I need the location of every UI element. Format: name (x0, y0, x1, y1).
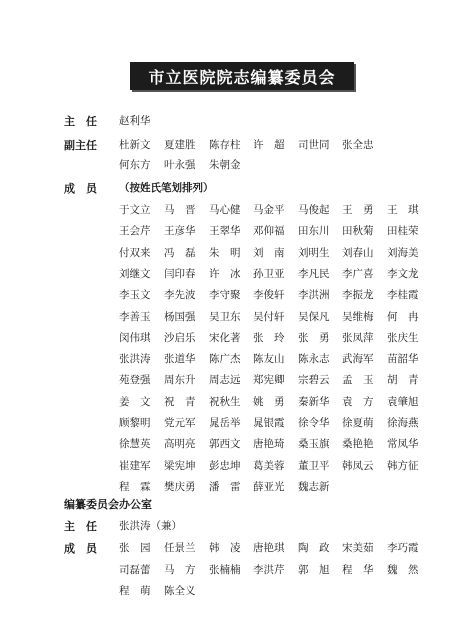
person-name: 魏志新 (298, 480, 330, 493)
person-name: 李巧霞 (387, 542, 419, 554)
person-name: 李玉文 (119, 289, 151, 302)
person-name: 孙卫亚 (253, 267, 285, 280)
person-name: 姜 文 (119, 395, 151, 408)
person-name: 苑登强 (119, 374, 151, 387)
director-label: 主 任 (64, 115, 97, 128)
person-name: 何东方 (119, 159, 151, 171)
person-name: 常凤华 (387, 438, 419, 451)
person-name: 唐艳琪 (253, 542, 285, 554)
person-name: 邓仰福 (253, 225, 285, 238)
member-note: （按姓氏笔划排列） (119, 182, 214, 194)
person-name: 宋美茹 (342, 542, 374, 554)
person-name: 桑玉旗 (298, 438, 330, 451)
office-director-label: 主 任 (64, 520, 97, 533)
person-name: 董卫平 (298, 459, 330, 472)
person-name: 陈永志 (298, 353, 330, 366)
page-title: 市立医院院志编纂委员会 (130, 62, 354, 90)
person-name: 李广喜 (342, 267, 374, 280)
person-name: 马 晋 (164, 204, 196, 216)
person-name: 秦新华 (298, 395, 330, 408)
person-name: 周东升 (164, 374, 196, 387)
person-name: 李洪洲 (298, 289, 330, 302)
person-name: 周志远 (209, 374, 241, 387)
person-name: 宗碧云 (298, 374, 330, 387)
person-name: 陈存柱 (209, 139, 241, 151)
person-name: 徐海燕 (387, 417, 419, 429)
person-name: 李凡民 (298, 267, 330, 280)
person-name: 李振龙 (342, 289, 374, 302)
person-name: 袁 方 (342, 395, 374, 408)
person-name: 梁宪坤 (164, 459, 196, 472)
person-name: 晁银霞 (253, 417, 285, 429)
person-name: 刘继文 (119, 267, 151, 280)
person-name: 刘海美 (387, 246, 419, 259)
person-name: 闫印春 (164, 267, 196, 280)
person-name: 张全忠 (342, 139, 374, 151)
person-name: 祝 青 (164, 395, 196, 408)
person-name: 陈友山 (253, 353, 285, 366)
person-name: 刘 南 (253, 246, 285, 259)
person-name: 徐令华 (298, 417, 330, 429)
person-name: 李先波 (164, 289, 196, 302)
person-name: 桑艳艳 (342, 438, 374, 451)
person-name: 于文立 (119, 204, 151, 216)
person-name: 党元军 (164, 417, 196, 429)
person-name: 葛美蓉 (253, 459, 285, 472)
person-name: 徐夏萌 (342, 417, 374, 429)
person-name: 马金平 (253, 204, 285, 216)
person-name: 王彦华 (164, 225, 196, 238)
person-name: 张 勇 (298, 331, 330, 344)
person-name: 苗韶华 (387, 353, 419, 366)
person-name: 薛亚光 (253, 480, 285, 493)
person-name: 张 园 (119, 542, 151, 554)
person-name: 马俊起 (298, 204, 330, 216)
deputy-label: 副主任 (64, 139, 97, 152)
person-name: 郭西文 (209, 438, 241, 451)
person-name: 付双来 (119, 246, 151, 259)
person-name: 程 霖 (119, 480, 151, 493)
person-name: 王 勇 (342, 204, 374, 216)
person-name: 夏建胜 (164, 139, 196, 151)
person-name: 武海军 (342, 353, 374, 366)
person-name: 程 萌 (119, 585, 151, 597)
person-name: 朱 明 (209, 246, 241, 259)
person-name: 李善玉 (119, 310, 151, 323)
person-name: 叶永强 (164, 159, 196, 171)
person-name: 陶 政 (298, 542, 330, 554)
office-member-label: 成 员 (64, 542, 97, 555)
person-name: 王翠华 (209, 225, 241, 238)
person-name: 马心健 (209, 204, 241, 216)
person-name: 潘 雷 (209, 480, 241, 493)
person-name: 徐慧英 (119, 438, 151, 451)
person-name: 司世同 (298, 139, 330, 151)
member-label: 成 员 (64, 182, 97, 195)
person-name: 何 冉 (387, 310, 419, 323)
person-name: 闵伟琪 (119, 331, 151, 344)
person-name: 宋化著 (209, 331, 241, 344)
person-name: 冯 磊 (164, 246, 196, 259)
person-name: 李桂霞 (387, 289, 419, 302)
person-name: 唐艳琦 (253, 438, 285, 451)
person-name: 刘春山 (342, 246, 374, 259)
person-name: 郭 旭 (298, 563, 330, 576)
person-name: 张楠楠 (209, 563, 241, 576)
person-name: 田东川 (298, 225, 330, 238)
person-name: 杜新文 (119, 139, 151, 151)
person-name: 张庆生 (387, 331, 419, 344)
person-name: 张凤萍 (342, 331, 374, 344)
person-name: 晁岳举 (209, 417, 241, 429)
person-name: 张洪涛 (119, 353, 151, 366)
person-name: 陈全义 (164, 585, 196, 597)
person-name: 樊庆勇 (164, 480, 196, 493)
person-name: 张道华 (164, 353, 196, 366)
person-name: 王会芹 (119, 225, 151, 238)
person-name: 胡 青 (387, 374, 419, 387)
person-name: 韩 凌 (209, 542, 241, 554)
person-name: 沙启乐 (164, 331, 196, 344)
person-name: 孟 玉 (342, 374, 374, 387)
person-name: 吴保凡 (298, 310, 330, 323)
person-name: 任景兰 (164, 542, 196, 554)
person-name: 崔建军 (119, 459, 151, 472)
person-name: 韩凤云 (342, 459, 374, 472)
person-name: 陈广杰 (209, 353, 241, 366)
person-name: 顾黎明 (119, 417, 151, 429)
person-name: 郑宪卿 (253, 374, 285, 387)
person-name: 司磊蕾 (119, 563, 151, 576)
person-name: 朱朝金 (209, 159, 241, 171)
person-name: 魏 然 (387, 563, 419, 576)
person-name: 杨国强 (164, 310, 196, 323)
person-name: 许 冰 (209, 267, 241, 280)
person-name: 马 方 (164, 563, 196, 576)
office-heading: 编纂委员会办公室 (64, 498, 152, 511)
person-name: 李守聚 (209, 289, 241, 302)
person-name: 李洪芹 (253, 563, 285, 576)
person-name: 程 华 (342, 563, 374, 576)
person-name: 吴维梅 (342, 310, 374, 323)
person-name: 许 超 (253, 139, 285, 151)
person-name: 刘明生 (298, 246, 330, 259)
person-name: 彭忠坤 (209, 459, 241, 472)
office-director-name: 张洪涛（兼） (119, 520, 182, 532)
person-name: 吴卫东 (209, 310, 241, 323)
person-name: 李文龙 (387, 267, 419, 280)
person-name: 张 玲 (253, 331, 285, 344)
person-name: 田秋菊 (342, 225, 374, 238)
person-name: 吴付轩 (253, 310, 285, 323)
person-name: 袁肇旭 (387, 395, 419, 408)
person-name: 王 琪 (387, 204, 419, 216)
director-name: 赵利华 (119, 115, 151, 127)
person-name: 田桂荣 (387, 225, 419, 238)
person-name: 祝秋生 (209, 395, 241, 408)
person-name: 李俊轩 (253, 289, 285, 302)
person-name: 高明亮 (164, 438, 196, 451)
person-name: 韩方征 (387, 459, 419, 472)
person-name: 姚 勇 (253, 395, 285, 408)
